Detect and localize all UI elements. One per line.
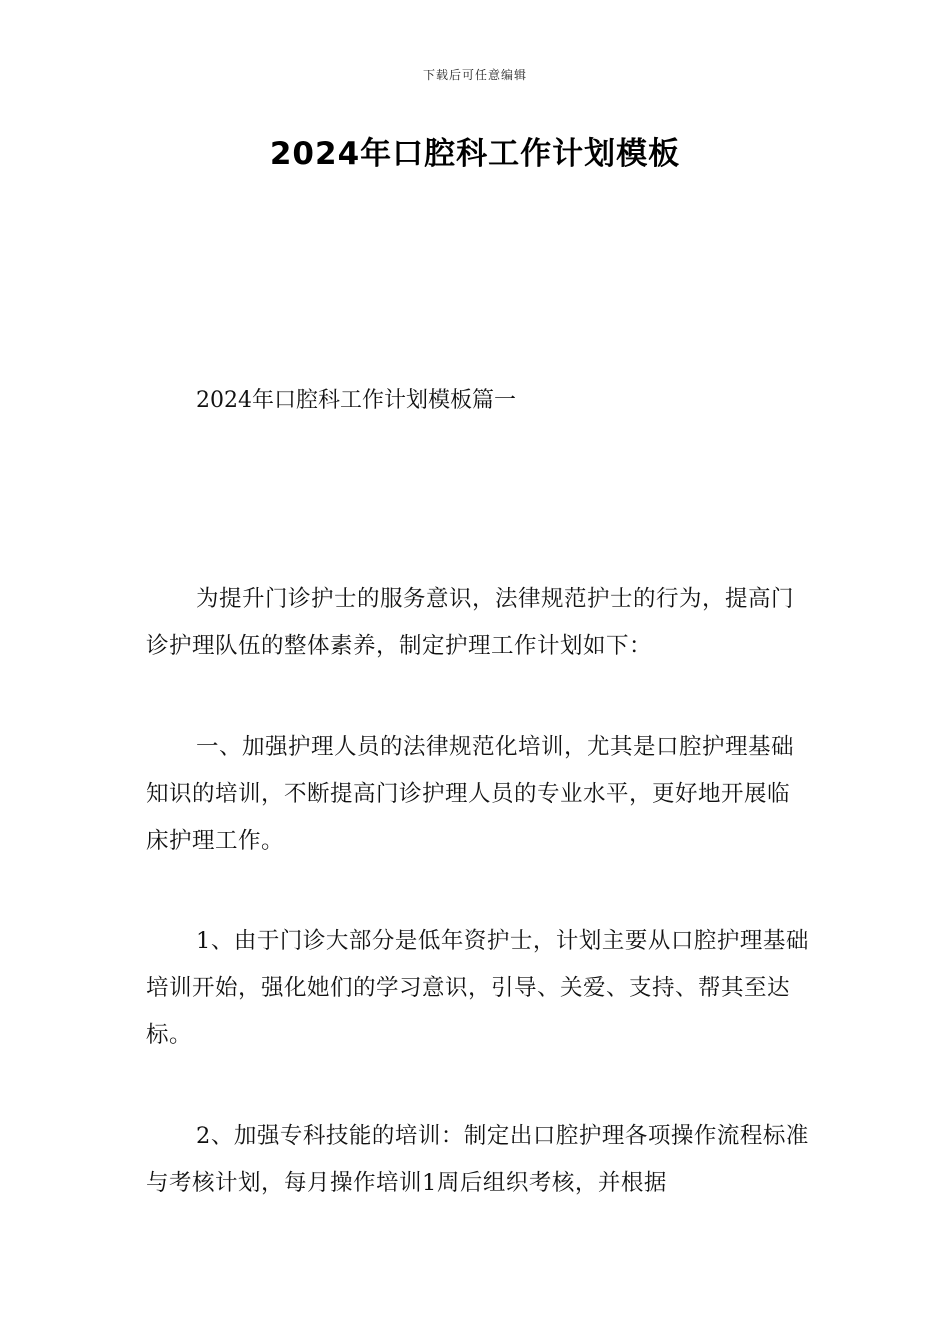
paragraph-intro: 为提升门诊护士的服务意识，法律规范护士的行为，提高门诊护理队伍的整体素养，制定护理工作计划如下： — [146, 586, 795, 659]
header-note: 下载后可任意编辑 — [422, 68, 527, 82]
paragraph-item-one: 1、由于门诊大部分是低年资护士，计划主要从口腔护理基础培训开始，强化她们的学习意识，引导、关爱、支持、帮其至达标。 — [146, 928, 809, 1048]
paragraph-section-one: 一、加强护理人员的法律规范化培训，尤其是口腔护理基础知识的培训，不断提高门诊护理人员的专业水平，更好地开展临床护理工作。 — [146, 734, 795, 854]
page-title: 2024年口腔科工作计划模板 — [269, 136, 681, 172]
paragraph-item-two: 2、加强专科技能的培训：制定出口腔护理各项操作流程标准与考核计划，每月操作培训1周后组织考核，并根据 — [146, 1123, 809, 1196]
section-heading: 2024年口腔科工作计划模板篇一 — [196, 388, 516, 413]
